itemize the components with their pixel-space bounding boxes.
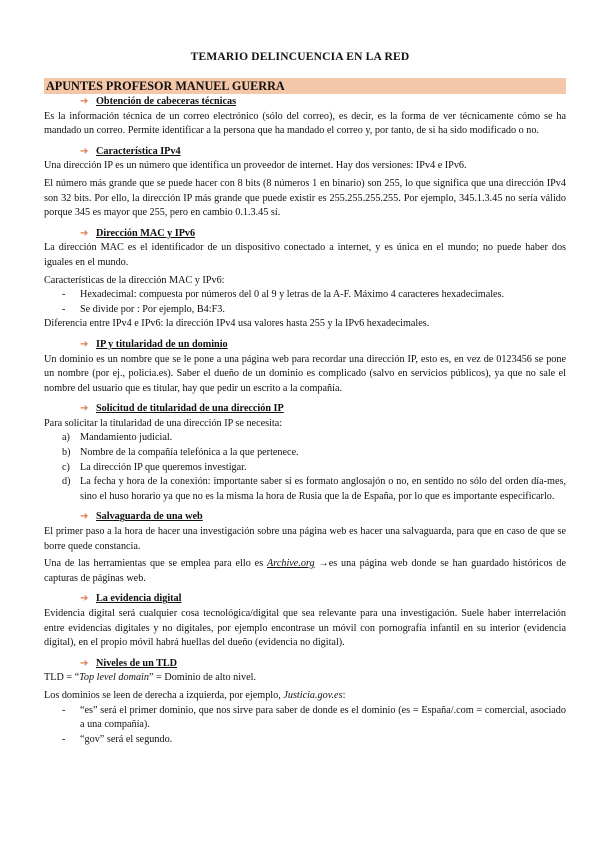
- requirements-list: [44, 431, 566, 504]
- arrow-icon: ➔: [80, 511, 89, 523]
- list-item: - Hexadecimal: compuesta por números del 0 al 9 y letras de la A-F. Máximo 4 caracteres hexadecimales.: [62, 289, 505, 301]
- list-item: a) Mandamiento judicial.: [62, 432, 173, 444]
- list-item: - “es” será el primer dominio, que nos sirve para saber de donde es el dominio (es = España/.com = comercial, asociado a una compañía).: [62, 704, 566, 731]
- author-heading: APUNTES PROFESOR MANUEL GUERRA: [44, 78, 566, 94]
- archive-link[interactable]: Archive.org: [267, 558, 315, 570]
- section-heading-tld: ➔ Niveles de un TLD: [44, 657, 566, 672]
- paragraph: El número más grande que se puede hacer con 8 bits (8 números 1 en binario) son 255, lo que significa que una dirección IPv4 son 32 bits. Por ello, la dirección IP más grande que puede existir es 255.255.255.255. Por ejemplo, 345.1.3.45 no sería válido porque 345 es mayor que 255, pero en cambio 0.1.3.45 sí.: [44, 177, 566, 219]
- section-heading-salvaguarda: ➔ Salvaguarda de una web: [44, 510, 566, 525]
- paragraph: Los dominios se leen de derecha a izquierda, por ejemplo, Justicia.gov.es:: [44, 689, 346, 701]
- mac-characteristics-list: [44, 288, 566, 317]
- paragraph: Para solicitar la titularidad de una dirección IP se necesita:: [44, 417, 283, 429]
- section-heading-evidencia: ➔ La evidencia digital: [44, 592, 566, 607]
- list-item: - Se divide por : Por ejemplo, B4:F3.: [62, 303, 225, 315]
- arrow-icon: ➔: [80, 227, 89, 239]
- document-title: TEMARIO DELINCUENCIA EN LA RED: [190, 51, 410, 63]
- list-item: - “gov” será el segundo.: [62, 733, 173, 745]
- list-item: b) Nombre de la compañía telefónica a la que pertenece.: [62, 447, 299, 459]
- paragraph: TLD = “Top level domain” = Dominio de alto nivel.: [44, 672, 257, 684]
- section-heading-dominio: ➔ IP y titularidad de un dominio: [44, 338, 566, 353]
- paragraph: Una dirección IP es un número que identifica un proveedor de internet. Hay dos versiones: IPv4 e IPv6.: [44, 160, 467, 172]
- paragraph: Evidencia digital será cualquier cosa tecnológica/digital que sea relevante para una investigación. Suele haber interrelación entre evidencias digitales y no digitales, por ejemplo encontrase un móvil con pornografía infantil en su interior (evidencia digital), en el propio móvil habrá huellas del dueño (evidencia no digital).: [44, 608, 566, 649]
- paragraph: Diferencia entre IPv4 e IPv6: la dirección IPv4 usa valores hasta 255 y la IPv6 hexadecimales.: [44, 318, 430, 330]
- arrow-icon: ➔: [80, 593, 89, 605]
- paragraph: Es la información técnica de un correo electrónico (sólo del correo), es decir, es la forma de ver técnicamente cómo se ha mandado un correo. Permite identificar a la persona que ha mandado el correo y, por tanto, de si ha sido modificado o no.: [44, 110, 566, 137]
- document-body: [44, 95, 566, 747]
- paragraph: Características de la dirección MAC y IPv6:: [44, 274, 225, 286]
- tld-levels-list: [44, 704, 566, 748]
- section-heading-cabeceras: ➔ Obtención de cabeceras técnicas: [44, 95, 566, 110]
- list-item: d) La fecha y hora de la conexión: importante saber si es formato anglosajón o no, en sentido no sólo del orden día-mes, sino el huso horario ya que no es la misma la hora de Rusia que la de España, por lo que es importante especificarlo.: [62, 476, 566, 502]
- section-heading-solicitud: ➔ Solicitud de titularidad de una dirección IP: [44, 402, 566, 417]
- arrow-icon: ➔: [80, 145, 89, 157]
- section-heading-ipv4: ➔ Característica IPv4: [44, 145, 566, 160]
- paragraph: Una de las herramientas que se emplea para ello es Archive.org →es una página web donde se han guardado históricos de capturas de páginas web.: [44, 558, 566, 584]
- list-item: c) La dirección IP que queremos investigar.: [62, 461, 247, 473]
- arrow-icon: ➔: [80, 403, 89, 415]
- section-heading-mac-ipv6: ➔ Dirección MAC y IPv6: [44, 227, 566, 242]
- arrow-icon: ➔: [80, 657, 89, 669]
- paragraph: El primer paso a la hora de hacer una investigación sobre una página web es hacer una salvaguarda, para que en caso de que se borre quede constancia.: [44, 526, 566, 552]
- paragraph: La dirección MAC es el identificador de un dispositivo conectado a internet, y es única en el mundo; no puede haber dos iguales en el mundo.: [44, 242, 566, 268]
- arrow-icon: ➔: [80, 96, 89, 107]
- paragraph: Un dominio es un nombre que se le pone a una página web para recordar una dirección IP, esto es, en vez de 0123456 se pone un nombre (por ej., policia.es). Saber el dueño de un dominio es complicado (salvo en servicios públicos), ya que no sale el nombre del usuario que es titular, hay que pedir un escrito a la compañía.: [44, 353, 566, 394]
- arrow-icon: ➔: [80, 338, 89, 350]
